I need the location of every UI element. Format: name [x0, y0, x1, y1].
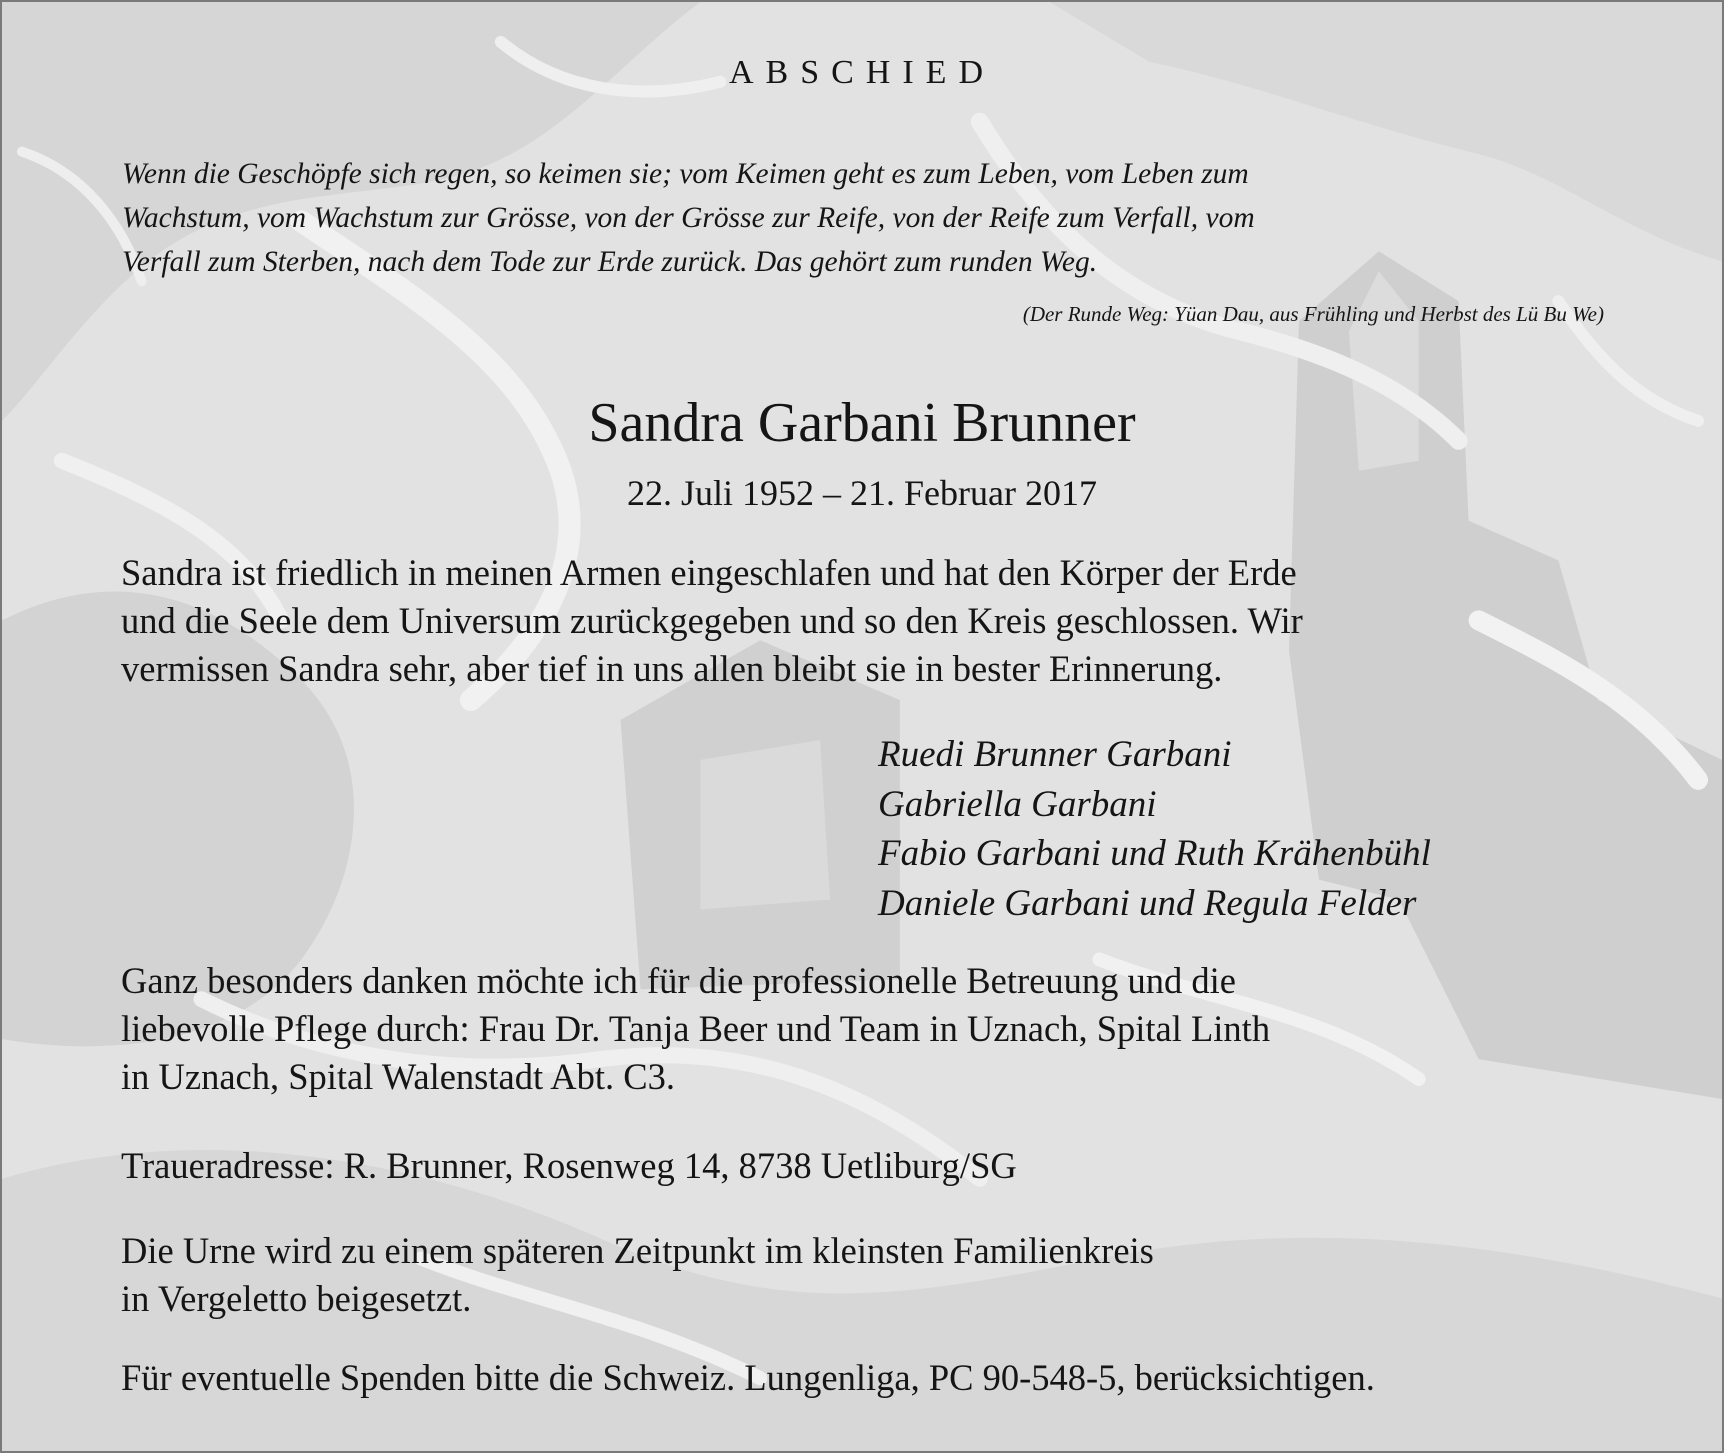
paragraph-line: liebevolle Pflege durch: Frau Dr. Tanja Beer und Team in Uznach, Spital Linth: [121, 1008, 1271, 1049]
paragraph-line: Für eventuelle Spenden bitte die Schweiz. Lungenliga, PC 90-548-5, berücksichtigen.: [121, 1357, 1375, 1398]
quote-line: Verfall zum Sterben, nach dem Tode zur Erde zurück. Das gehört zum runden Weg.: [122, 246, 1098, 278]
paragraph-line: Die Urne wird zu einem späteren Zeitpunkt im kleinsten Familienkreis: [121, 1230, 1154, 1271]
quote-line: Wenn die Geschöpfe sich regen, so keimen sie; vom Keimen geht es zum Leben, vom Leben zum: [122, 158, 1249, 190]
mourner-name: Ruedi Brunner Garbani: [878, 734, 1232, 775]
mourner-name: Daniele Garbani und Regula Felder: [878, 882, 1417, 924]
quote-line: Wachstum, vom Wachstum zur Grösse, von der Grösse zur Reife, von der Reife zum Verfall, vom: [122, 202, 1255, 234]
notice-content: [2, 2, 1722, 1451]
epigraph-quote: [122, 152, 1622, 284]
donations-paragraph: [121, 1354, 1375, 1402]
paragraph-line: vermissen Sandra sehr, aber tief in uns allen bleibt sie in bester Erinnerung.: [121, 648, 1223, 689]
thanks-paragraph: [121, 957, 1270, 1101]
paragraph-line: in Uznach, Spital Walenstadt Abt. C3.: [121, 1056, 675, 1097]
mourning-address: [121, 1142, 1017, 1190]
quote-source: (Der Runde Weg: Yüan Dau, aus Frühling und Herbst des Lü Bu We): [1022, 302, 1604, 326]
paragraph-line: Traueradresse: R. Brunner, Rosenweg 14, 8738 Uetliburg/SG: [121, 1145, 1017, 1186]
paragraph-line: Sandra ist friedlich in meinen Armen eingeschlafen und hat den Körper der Erde: [121, 552, 1297, 593]
paragraph-line: Ganz besonders danken möchte ich für die professionelle Betreuung und die: [121, 960, 1236, 1001]
mourner-name: Gabriella Garbani: [878, 783, 1157, 825]
paragraph-line: in Vergeletto beigesetzt.: [121, 1278, 472, 1319]
deceased-name: Sandra Garbani Brunner: [588, 392, 1136, 454]
notice-header: ABSCHIED: [728, 54, 996, 91]
farewell-paragraph: [121, 549, 1303, 693]
paragraph-line: und die Seele dem Universum zurückgegeben und so den Kreis geschlossen. Wir: [121, 600, 1303, 641]
life-dates: 22. Juli 1952 – 21. Februar 2017: [627, 473, 1097, 513]
mourners-list: [878, 730, 1431, 928]
burial-paragraph: [121, 1227, 1154, 1323]
mourner-name: Fabio Garbani und Ruth Krähenbühl: [878, 833, 1431, 874]
